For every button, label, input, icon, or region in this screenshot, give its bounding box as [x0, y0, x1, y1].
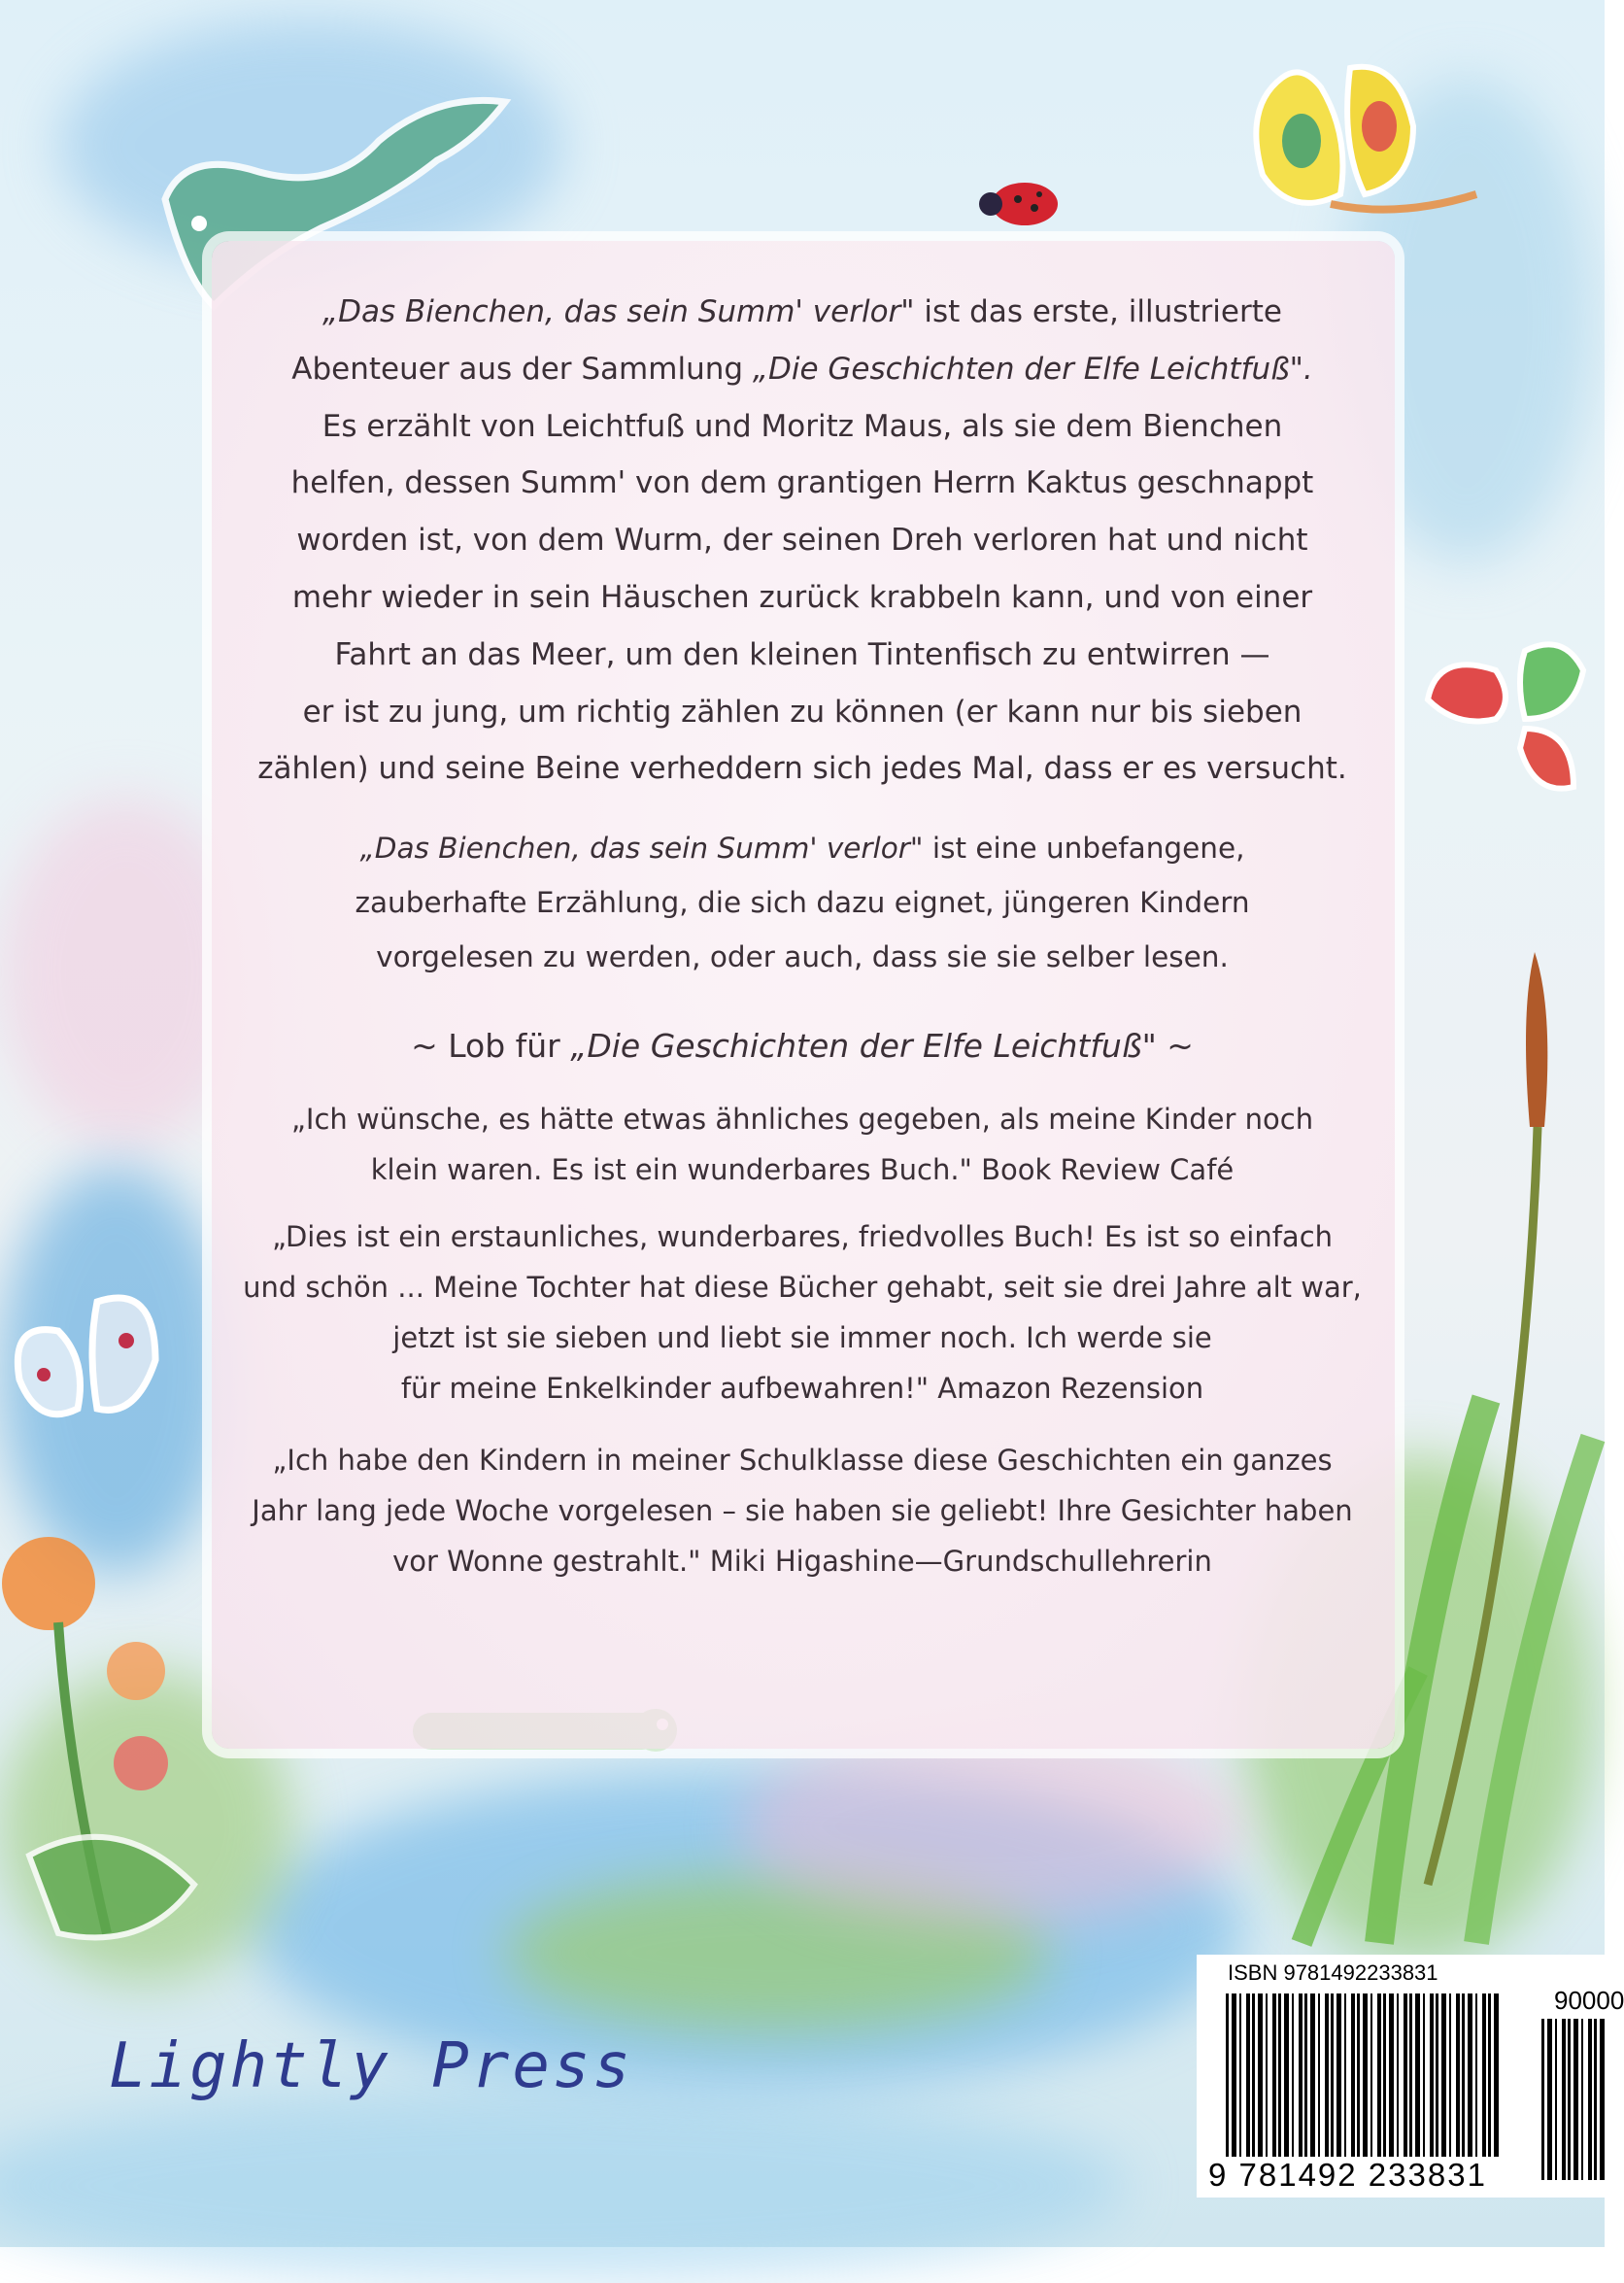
praise-heading-title: „Die Geschichten der Elfe Leichtfuß" [570, 1027, 1157, 1065]
blurb-line: worden ist, von dem Wurm, der seinen Dreh verloren hat und nicht [296, 523, 1308, 559]
quote-line: „Dies ist ein erstaunliches, wunderbares, friedvolles Buch! Es ist so einfach [271, 1220, 1334, 1253]
price-code: 90000 [1554, 1986, 1624, 2015]
blurb-text: ist das erste, illustrierte [914, 294, 1282, 329]
blurb-line [214, 284, 1391, 341]
isbn-label: ISBN 9781492233831 [1228, 1960, 1438, 1985]
blurb-line [214, 341, 1391, 398]
publisher-logo: Lightly Press [109, 2030, 633, 2102]
bg-lake-bottom [0, 2089, 1127, 2283]
barcode-digits: 9 781492 233831 [1208, 2157, 1487, 2193]
blurb-line: er ist zu jung, um richtig zählen zu können (er kann nur bis sieben [302, 694, 1303, 730]
quote-line: für meine Enkelkinder aufbewahren!" Amazon Rezension [400, 1372, 1204, 1405]
bg-pink-hill [738, 1729, 1243, 1924]
blurb-text: Abenteuer aus der Sammlung [291, 351, 753, 387]
quote-line: „Ich habe den Kindern in meiner Schulklasse diese Geschichten ein ganzes [272, 1444, 1333, 1477]
quote-line: Jahr lang jede Woche vorgelesen – sie haben sie geliebt! Ihre Gesichter haben [252, 1494, 1353, 1527]
praise-heading [214, 1024, 1391, 1069]
barcode-bars-main [1226, 1993, 1500, 2157]
praise-quote-3 [214, 1435, 1391, 1586]
blurb-line: Es erzählt von Leichtfuß und Moritz Maus, als sie dem Bienchen [321, 408, 1283, 444]
quote-line: und schön ... Meine Tochter hat diese Bücher gehabt, seit sie drei Jahre alt war, [243, 1271, 1362, 1304]
praise-quote-1 [214, 1094, 1391, 1195]
blurb-line: zauberhafte Erzählung, die sich dazu eignet, jüngeren Kindern [355, 886, 1250, 919]
praise-heading-prefix: ~ Lob für [411, 1027, 571, 1065]
praise-heading-suffix: ~ [1156, 1027, 1194, 1065]
book-title: „Das Bienchen, das sein Summ' verlor" [322, 294, 915, 329]
blurb-paragraph-2 [214, 821, 1391, 984]
blurb-line: mehr wieder in sein Häuschen zurück krabbeln kann, und von einer [291, 579, 1313, 615]
blurb-text: ist eine unbefangene, [923, 832, 1245, 865]
blurb-line: Fahrt an das Meer, um den kleinen Tintenfisch zu entwirren — [334, 636, 1270, 672]
blurb-paragraph-1 [214, 284, 1391, 798]
blurb-line: helfen, dessen Summ' von dem grantigen Herrn Kaktus geschnappt [290, 465, 1314, 501]
series-title: „Die Geschichten der Elfe Leichtfuß". [752, 351, 1313, 387]
blurb-line: vorgelesen zu werden, oder auch, dass sie sie selber lesen. [376, 940, 1229, 973]
quote-line: „Ich wünsche, es hätte etwas ähnliches gegeben, als meine Kinder noch [290, 1103, 1314, 1136]
praise-quote-2 [214, 1211, 1391, 1414]
book-title: „Das Bienchen, das sein Summ' verlor" [359, 832, 924, 865]
barcode-bars-addon [1541, 2019, 1605, 2180]
butterfly-blue-icon [0, 1263, 175, 1496]
butterfly-yellow-icon [1204, 49, 1496, 262]
isbn-barcode [1197, 1955, 1624, 2198]
butterfly-red-icon [1418, 612, 1603, 806]
quote-line: klein waren. Es ist ein wunderbares Buch." Book Review Café [370, 1153, 1235, 1186]
blurb-line [214, 821, 1391, 875]
quote-line: jetzt ist sie sieben und liebt sie immer noch. Ich werde sie [392, 1321, 1212, 1354]
ladybug-icon [962, 175, 1068, 233]
blurb-line: zählen) und seine Beine verheddern sich jedes Mal, dass er es versucht. [257, 751, 1347, 787]
quote-line: vor Wonne gestrahlt." Miki Higashine—Grundschullehrerin [392, 1545, 1212, 1578]
